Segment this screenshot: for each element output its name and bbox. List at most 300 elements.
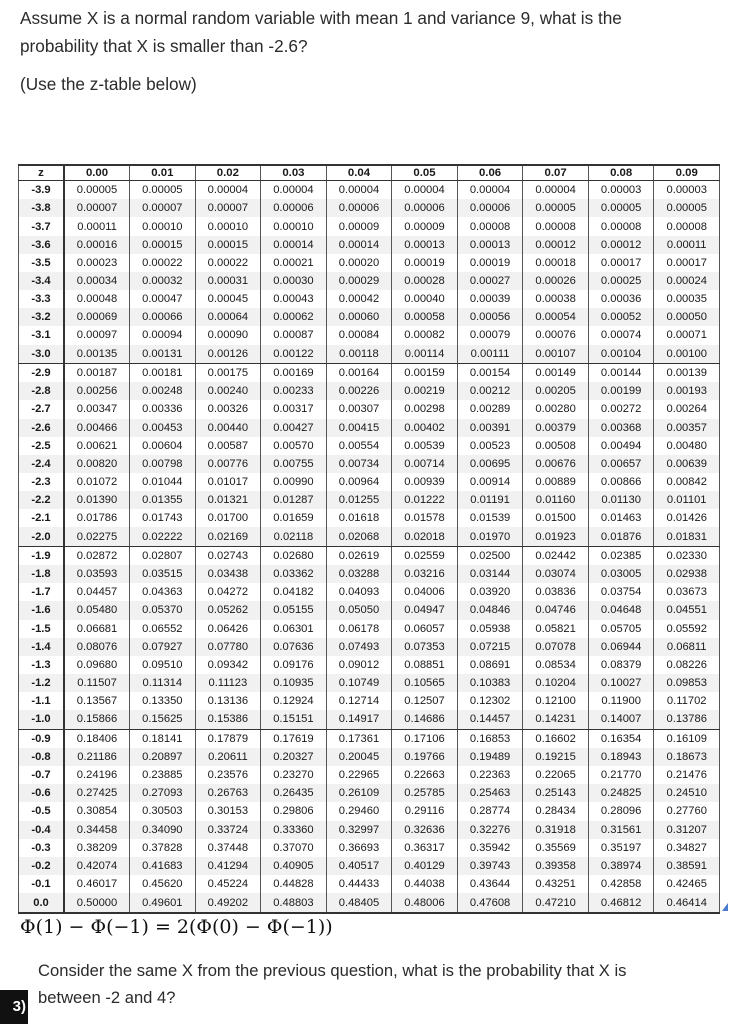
probability-cell: 0.09012	[326, 656, 392, 674]
table-row	[19, 217, 720, 235]
probability-cell: 0.11123	[195, 674, 261, 692]
probability-cell: 0.00005	[130, 181, 196, 200]
probability-cell: 0.00368	[588, 419, 654, 437]
probability-cell: 0.21770	[588, 766, 654, 784]
z-value-cell: -1.7	[19, 583, 65, 601]
probability-cell: 0.44038	[392, 875, 458, 893]
probability-cell: 0.00024	[654, 272, 720, 290]
probability-cell: 0.02169	[195, 527, 261, 546]
probability-cell: 0.14917	[326, 710, 392, 729]
probability-cell: 0.37828	[130, 839, 196, 857]
table-row	[19, 363, 720, 382]
probability-cell: 0.31918	[523, 821, 589, 839]
probability-cell: 0.38209	[64, 839, 130, 857]
probability-cell: 0.00005	[654, 199, 720, 217]
probability-cell: 0.10383	[457, 674, 523, 692]
question-2	[20, 4, 720, 98]
probability-cell: 0.05938	[457, 620, 523, 638]
probability-cell: 0.27760	[654, 802, 720, 820]
probability-cell: 0.26109	[326, 784, 392, 802]
probability-cell: 0.00657	[588, 455, 654, 473]
z-value-cell: -1.9	[19, 546, 65, 565]
probability-cell: 0.00219	[392, 382, 458, 400]
probability-cell: 0.10027	[588, 674, 654, 692]
z-table-body	[19, 181, 720, 914]
probability-cell: 0.20327	[261, 748, 327, 766]
z-column-header: z	[19, 165, 65, 181]
probability-cell: 0.19489	[457, 748, 523, 766]
probability-cell: 0.45620	[130, 875, 196, 893]
probability-cell: 0.00889	[523, 473, 589, 491]
table-row	[19, 546, 720, 565]
probability-cell: 0.36693	[326, 839, 392, 857]
probability-cell: 0.00071	[654, 326, 720, 344]
probability-cell: 0.00082	[392, 326, 458, 344]
probability-cell: 0.41294	[195, 857, 261, 875]
probability-cell: 0.24510	[654, 784, 720, 802]
column-header-10: 0.09	[654, 165, 720, 181]
probability-cell: 0.19766	[392, 748, 458, 766]
probability-cell: 0.01222	[392, 491, 458, 509]
z-value-cell: -1.6	[19, 601, 65, 619]
table-row	[19, 583, 720, 601]
z-value-cell: -1.2	[19, 674, 65, 692]
probability-cell: 0.00040	[392, 290, 458, 308]
probability-cell: 0.00866	[588, 473, 654, 491]
probability-cell: 0.00017	[588, 254, 654, 272]
probability-cell: 0.07927	[130, 638, 196, 656]
table-row	[19, 455, 720, 473]
probability-cell: 0.05480	[64, 601, 130, 619]
column-header-3: 0.02	[195, 165, 261, 181]
probability-cell: 0.00755	[261, 455, 327, 473]
probability-cell: 0.00003	[588, 181, 654, 200]
z-table-note: (Use the z-table below)	[20, 74, 197, 94]
probability-cell: 0.00402	[392, 419, 458, 437]
probability-cell: 0.03593	[64, 565, 130, 583]
probability-cell: 0.00010	[195, 217, 261, 235]
probability-cell: 0.02872	[64, 546, 130, 565]
z-value-cell: -3.2	[19, 308, 65, 326]
probability-cell: 0.03438	[195, 565, 261, 583]
table-row	[19, 509, 720, 527]
probability-cell: 0.03005	[588, 565, 654, 583]
probability-cell: 0.24825	[588, 784, 654, 802]
probability-cell: 0.03362	[261, 565, 327, 583]
probability-cell: 0.16109	[654, 729, 720, 748]
probability-cell: 0.01659	[261, 509, 327, 527]
probability-cell: 0.00007	[64, 199, 130, 217]
z-value-cell: -3.9	[19, 181, 65, 200]
probability-cell: 0.01923	[523, 527, 589, 546]
probability-cell: 0.06426	[195, 620, 261, 638]
probability-cell: 0.25143	[523, 784, 589, 802]
table-row	[19, 419, 720, 437]
probability-cell: 0.11702	[654, 692, 720, 710]
probability-cell: 0.01191	[457, 491, 523, 509]
probability-cell: 0.00050	[654, 308, 720, 326]
table-row	[19, 729, 720, 748]
probability-cell: 0.12924	[261, 692, 327, 710]
probability-cell: 0.00066	[130, 308, 196, 326]
probability-cell: 0.00010	[130, 217, 196, 235]
probability-cell: 0.15386	[195, 710, 261, 729]
probability-cell: 0.01743	[130, 509, 196, 527]
probability-cell: 0.03144	[457, 565, 523, 583]
formula-expression: Φ(1) − Φ(−1) = 2(Φ(0) − Φ(−1))	[20, 916, 333, 938]
z-value-cell: 0.0	[19, 893, 65, 913]
probability-cell: 0.18943	[588, 748, 654, 766]
probability-cell: 0.01970	[457, 527, 523, 546]
probability-cell: 0.12714	[326, 692, 392, 710]
probability-cell: 0.00090	[195, 326, 261, 344]
probability-cell: 0.00604	[130, 437, 196, 455]
probability-cell: 0.08534	[523, 656, 589, 674]
probability-cell: 0.14007	[588, 710, 654, 729]
probability-cell: 0.00019	[392, 254, 458, 272]
probability-cell: 0.00007	[130, 199, 196, 217]
z-value-cell: -1.0	[19, 710, 65, 729]
z-value-cell: -0.8	[19, 748, 65, 766]
probability-cell: 0.00084	[326, 326, 392, 344]
probability-cell: 0.01255	[326, 491, 392, 509]
probability-cell: 0.00820	[64, 455, 130, 473]
probability-cell: 0.00028	[392, 272, 458, 290]
table-row	[19, 620, 720, 638]
probability-cell: 0.22965	[326, 766, 392, 784]
probability-cell: 0.00005	[588, 199, 654, 217]
probability-cell: 0.14457	[457, 710, 523, 729]
probability-cell: 0.00018	[523, 254, 589, 272]
probability-cell: 0.00734	[326, 455, 392, 473]
probability-cell: 0.04947	[392, 601, 458, 619]
probability-cell: 0.06811	[654, 638, 720, 656]
probability-cell: 0.07493	[326, 638, 392, 656]
probability-cell: 0.00427	[261, 419, 327, 437]
probability-cell: 0.00379	[523, 419, 589, 437]
probability-cell: 0.00453	[130, 419, 196, 437]
table-row	[19, 692, 720, 710]
probability-cell: 0.35942	[457, 839, 523, 857]
probability-cell: 0.00032	[130, 272, 196, 290]
probability-cell: 0.20897	[130, 748, 196, 766]
probability-cell: 0.04551	[654, 601, 720, 619]
probability-cell: 0.00639	[654, 455, 720, 473]
probability-cell: 0.10565	[392, 674, 458, 692]
column-header-8: 0.07	[523, 165, 589, 181]
probability-cell: 0.00107	[523, 345, 589, 364]
z-value-cell: -1.3	[19, 656, 65, 674]
probability-cell: 0.32276	[457, 821, 523, 839]
z-value-cell: -0.2	[19, 857, 65, 875]
probability-cell: 0.00695	[457, 455, 523, 473]
probability-cell: 0.07215	[457, 638, 523, 656]
column-header-2: 0.01	[130, 165, 196, 181]
probability-cell: 0.19215	[523, 748, 589, 766]
probability-cell: 0.28096	[588, 802, 654, 820]
z-value-cell: -2.6	[19, 419, 65, 437]
probability-cell: 0.00187	[64, 363, 130, 382]
probability-cell: 0.46017	[64, 875, 130, 893]
table-row	[19, 748, 720, 766]
probability-cell: 0.00015	[195, 236, 261, 254]
probability-cell: 0.00003	[654, 181, 720, 200]
table-row	[19, 290, 720, 308]
probability-cell: 0.00031	[195, 272, 261, 290]
probability-cell: 0.01287	[261, 491, 327, 509]
probability-cell: 0.00307	[326, 400, 392, 418]
probability-cell: 0.00298	[392, 400, 458, 418]
probability-cell: 0.00004	[523, 181, 589, 200]
probability-cell: 0.00064	[195, 308, 261, 326]
probability-cell: 0.32997	[326, 821, 392, 839]
probability-cell: 0.00021	[261, 254, 327, 272]
probability-cell: 0.00415	[326, 419, 392, 437]
probability-cell: 0.37448	[195, 839, 261, 857]
probability-cell: 0.03836	[523, 583, 589, 601]
probability-cell: 0.00022	[195, 254, 261, 272]
z-value-cell: -2.3	[19, 473, 65, 491]
probability-cell: 0.00347	[64, 400, 130, 418]
resize-handle-icon[interactable]	[722, 903, 728, 911]
probability-cell: 0.01390	[64, 491, 130, 509]
probability-cell: 0.46812	[588, 893, 654, 913]
probability-cell: 0.00030	[261, 272, 327, 290]
probability-cell: 0.42465	[654, 875, 720, 893]
table-row	[19, 821, 720, 839]
z-value-cell: -0.4	[19, 821, 65, 839]
probability-cell: 0.04006	[392, 583, 458, 601]
probability-cell: 0.00256	[64, 382, 130, 400]
probability-cell: 0.00029	[326, 272, 392, 290]
probability-cell: 0.02500	[457, 546, 523, 565]
table-row	[19, 766, 720, 784]
probability-cell: 0.21476	[654, 766, 720, 784]
table-row	[19, 893, 720, 913]
probability-cell: 0.01426	[654, 509, 720, 527]
probability-cell: 0.00038	[523, 290, 589, 308]
probability-cell: 0.00776	[195, 455, 261, 473]
probability-cell: 0.33724	[195, 821, 261, 839]
probability-cell: 0.00523	[457, 437, 523, 455]
question-2-line1: Assume X is a normal random variable with mean 1 and variance 9, what is the	[20, 8, 622, 28]
probability-cell: 0.00008	[588, 217, 654, 235]
probability-cell: 0.16354	[588, 729, 654, 748]
table-row	[19, 656, 720, 674]
probability-cell: 0.02938	[654, 565, 720, 583]
table-row	[19, 254, 720, 272]
probability-cell: 0.00131	[130, 345, 196, 364]
column-header-1: 0.00	[64, 165, 130, 181]
probability-cell: 0.08379	[588, 656, 654, 674]
probability-cell: 0.34827	[654, 839, 720, 857]
probability-cell: 0.06178	[326, 620, 392, 638]
probability-cell: 0.00193	[654, 382, 720, 400]
probability-cell: 0.00111	[457, 345, 523, 364]
probability-cell: 0.04272	[195, 583, 261, 601]
probability-cell: 0.00009	[326, 217, 392, 235]
table-row	[19, 272, 720, 290]
probability-cell: 0.03754	[588, 583, 654, 601]
probability-cell: 0.04093	[326, 583, 392, 601]
question-2-line2: probability that X is smaller than -2.6?	[20, 36, 308, 56]
probability-cell: 0.02275	[64, 527, 130, 546]
probability-cell: 0.00023	[64, 254, 130, 272]
column-header-9: 0.08	[588, 165, 654, 181]
probability-cell: 0.23270	[261, 766, 327, 784]
probability-cell: 0.13136	[195, 692, 261, 710]
probability-cell: 0.00159	[392, 363, 458, 382]
table-row	[19, 857, 720, 875]
z-table-grid	[18, 164, 720, 914]
z-value-cell: -0.3	[19, 839, 65, 857]
probability-cell: 0.13567	[64, 692, 130, 710]
probability-cell: 0.02743	[195, 546, 261, 565]
probability-cell: 0.00964	[326, 473, 392, 491]
probability-cell: 0.21186	[64, 748, 130, 766]
probability-cell: 0.29460	[326, 802, 392, 820]
probability-cell: 0.00008	[457, 217, 523, 235]
probability-cell: 0.04182	[261, 583, 327, 601]
probability-cell: 0.00289	[457, 400, 523, 418]
probability-cell: 0.03288	[326, 565, 392, 583]
probability-cell: 0.00149	[523, 363, 589, 382]
probability-cell: 0.05262	[195, 601, 261, 619]
probability-cell: 0.00045	[195, 290, 261, 308]
probability-cell: 0.29806	[261, 802, 327, 820]
probability-cell: 0.01786	[64, 509, 130, 527]
table-row	[19, 345, 720, 364]
probability-cell: 0.22663	[392, 766, 458, 784]
probability-cell: 0.47210	[523, 893, 589, 913]
probability-cell: 0.00391	[457, 419, 523, 437]
probability-cell: 0.00035	[654, 290, 720, 308]
probability-cell: 0.48405	[326, 893, 392, 913]
probability-cell: 0.00539	[392, 437, 458, 455]
probability-cell: 0.18673	[654, 748, 720, 766]
probability-cell: 0.12302	[457, 692, 523, 710]
probability-cell: 0.25463	[457, 784, 523, 802]
probability-cell: 0.00010	[261, 217, 327, 235]
probability-cell: 0.00154	[457, 363, 523, 382]
probability-cell: 0.20611	[195, 748, 261, 766]
probability-cell: 0.06944	[588, 638, 654, 656]
probability-cell: 0.00126	[195, 345, 261, 364]
table-row	[19, 875, 720, 893]
probability-cell: 0.04363	[130, 583, 196, 601]
probability-cell: 0.03216	[392, 565, 458, 583]
probability-cell: 0.46414	[654, 893, 720, 913]
probability-cell: 0.15151	[261, 710, 327, 729]
probability-cell: 0.47608	[457, 893, 523, 913]
z-value-cell: -2.7	[19, 400, 65, 418]
probability-cell: 0.00357	[654, 419, 720, 437]
z-value-cell: -3.3	[19, 290, 65, 308]
probability-cell: 0.00144	[588, 363, 654, 382]
probability-cell: 0.00336	[130, 400, 196, 418]
probability-cell: 0.00019	[457, 254, 523, 272]
z-value-cell: -3.6	[19, 236, 65, 254]
probability-cell: 0.01130	[588, 491, 654, 509]
probability-cell: 0.10204	[523, 674, 589, 692]
probability-cell: 0.40517	[326, 857, 392, 875]
probability-cell: 0.09853	[654, 674, 720, 692]
probability-cell: 0.39743	[457, 857, 523, 875]
z-value-cell: -1.1	[19, 692, 65, 710]
probability-cell: 0.41683	[130, 857, 196, 875]
z-value-cell: -2.4	[19, 455, 65, 473]
probability-cell: 0.00798	[130, 455, 196, 473]
probability-cell: 0.01160	[523, 491, 589, 509]
probability-cell: 0.00621	[64, 437, 130, 455]
probability-cell: 0.00326	[195, 400, 261, 418]
z-value-cell: -1.8	[19, 565, 65, 583]
probability-cell: 0.00014	[326, 236, 392, 254]
table-row	[19, 400, 720, 418]
probability-cell: 0.04846	[457, 601, 523, 619]
probability-cell: 0.00006	[392, 199, 458, 217]
probability-cell: 0.30854	[64, 802, 130, 820]
probability-cell: 0.00056	[457, 308, 523, 326]
probability-cell: 0.35569	[523, 839, 589, 857]
probability-cell: 0.10749	[326, 674, 392, 692]
z-value-cell: -2.5	[19, 437, 65, 455]
probability-cell: 0.00074	[588, 326, 654, 344]
probability-cell: 0.00048	[64, 290, 130, 308]
probability-cell: 0.00226	[326, 382, 392, 400]
probability-cell: 0.49202	[195, 893, 261, 913]
probability-cell: 0.00135	[64, 345, 130, 364]
probability-cell: 0.00005	[523, 199, 589, 217]
probability-cell: 0.04457	[64, 583, 130, 601]
z-value-cell: -2.9	[19, 363, 65, 382]
table-row	[19, 527, 720, 546]
probability-cell: 0.38974	[588, 857, 654, 875]
z-value-cell: -0.9	[19, 729, 65, 748]
probability-cell: 0.02018	[392, 527, 458, 546]
probability-cell: 0.34090	[130, 821, 196, 839]
probability-cell: 0.00169	[261, 363, 327, 382]
z-value-cell: -2.2	[19, 491, 65, 509]
probability-cell: 0.49601	[130, 893, 196, 913]
probability-cell: 0.00104	[588, 345, 654, 364]
probability-cell: 0.00013	[457, 236, 523, 254]
probability-cell: 0.14686	[392, 710, 458, 729]
probability-cell: 0.00039	[457, 290, 523, 308]
probability-cell: 0.00027	[457, 272, 523, 290]
probability-cell: 0.45224	[195, 875, 261, 893]
table-row	[19, 382, 720, 400]
probability-cell: 0.28434	[523, 802, 589, 820]
probability-cell: 0.00087	[261, 326, 327, 344]
probability-cell: 0.28774	[457, 802, 523, 820]
probability-cell: 0.17361	[326, 729, 392, 748]
table-row	[19, 181, 720, 200]
probability-cell: 0.37070	[261, 839, 327, 857]
probability-cell: 0.00004	[195, 181, 261, 200]
probability-cell: 0.42074	[64, 857, 130, 875]
probability-cell: 0.05705	[588, 620, 654, 638]
probability-cell: 0.00914	[457, 473, 523, 491]
probability-cell: 0.00494	[588, 437, 654, 455]
probability-cell: 0.18406	[64, 729, 130, 748]
probability-cell: 0.43251	[523, 875, 589, 893]
probability-cell: 0.00264	[654, 400, 720, 418]
probability-cell: 0.00004	[326, 181, 392, 200]
probability-cell: 0.16853	[457, 729, 523, 748]
probability-cell: 0.05155	[261, 601, 327, 619]
probability-cell: 0.07780	[195, 638, 261, 656]
